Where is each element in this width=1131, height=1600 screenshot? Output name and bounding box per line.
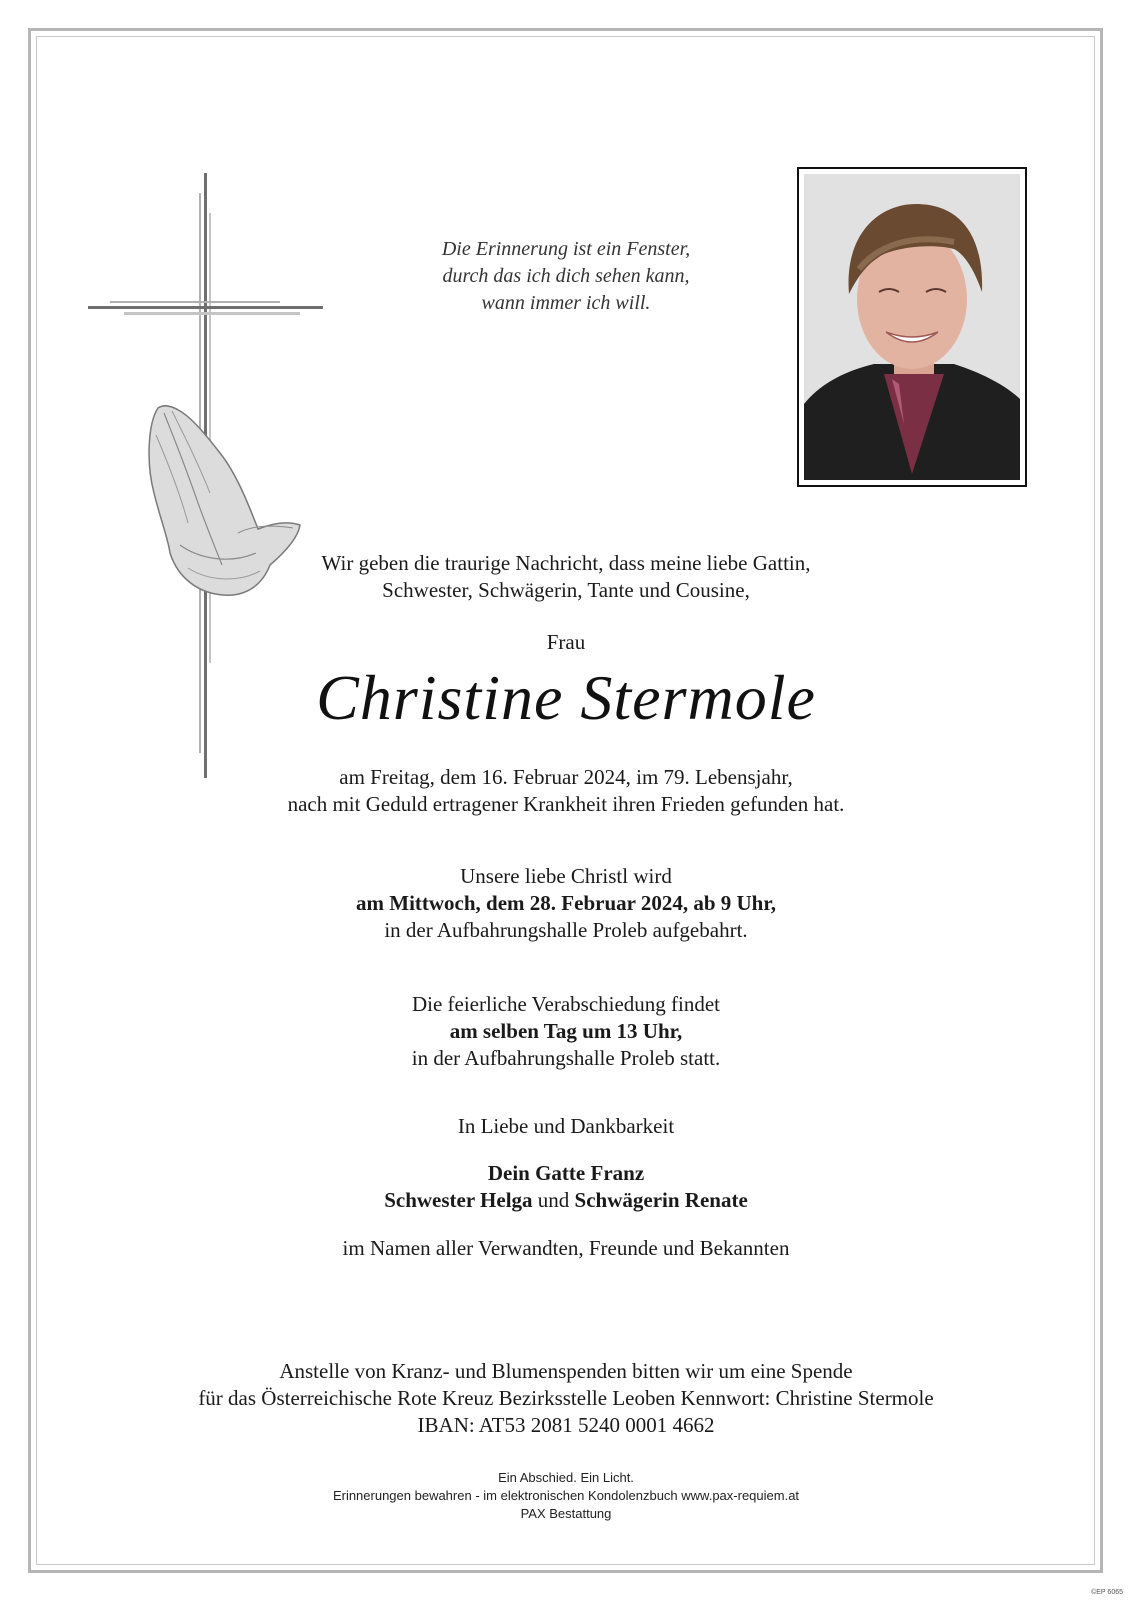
- on-behalf-line: im Namen aller Verwandten, Freunde und Bekannten: [342, 1236, 790, 1260]
- donation-line: Anstelle von Kranz- und Blumenspenden bitten wir um eine Spende: [279, 1359, 853, 1383]
- intro-line: Wir geben die traurige Nachricht, dass meine liebe Gattin,: [321, 551, 811, 575]
- farewell-line: Die feierliche Verabschiedung findet: [411, 992, 721, 1016]
- viewing-line: Unsere liebe Christl wird: [460, 864, 672, 888]
- farewell-time: am selben Tag um 13 Uhr,: [449, 1019, 683, 1043]
- mourner-sister: Schwester Helga: [384, 1188, 533, 1212]
- viewing-location: in der Aufbahrungshalle Proleb aufgebahrt.: [384, 918, 748, 942]
- quote-line: durch das ich dich sehen kann,: [442, 265, 690, 287]
- mourner-line-2: [200, 1187, 932, 1214]
- footer-condolence-link: Erinnerungen bewahren - im elektronischen Kondolenzbuch www.pax-requiem.at: [332, 1488, 800, 1503]
- footer: [200, 1469, 932, 1523]
- footer-company: PAX Bestattung: [520, 1506, 612, 1521]
- death-details: [200, 764, 932, 818]
- farewell-info: [200, 991, 932, 1072]
- portrait-photo-frame: [797, 167, 1027, 487]
- intro-line: Schwester, Schwägerin, Tante und Cousine,: [382, 578, 750, 602]
- mourners: [200, 1160, 932, 1214]
- quote-line: Die Erinnerung ist ein Fenster,: [441, 238, 691, 260]
- deceased-name: Christine Stermole: [316, 662, 816, 733]
- viewing-info: [200, 863, 932, 944]
- mourner-sister-in-law: Schwägerin Renate: [574, 1188, 748, 1212]
- death-line: am Freitag, dem 16. Februar 2024, im 79. Lebensjahr,: [339, 765, 793, 789]
- mourner-conjunction: und: [532, 1188, 575, 1212]
- gratitude-line: In Liebe und Dankbarkeit: [457, 1114, 675, 1138]
- farewell-location: in der Aufbahrungshalle Proleb statt.: [411, 1046, 721, 1070]
- viewing-date: am Mittwoch, dem 28. Februar 2024, ab 9 Uhr,: [356, 891, 776, 915]
- quote-line: wann immer ich will.: [481, 292, 651, 314]
- donation-request: [140, 1358, 992, 1439]
- donation-line: für das Österreichische Rote Kreuz Bezirksstelle Leoben Kennwort: Christine Stermole: [198, 1386, 934, 1410]
- footer-slogan: Ein Abschied. Ein Licht.: [498, 1470, 634, 1485]
- memorial-quote: [262, 236, 870, 317]
- announcement-intro: [262, 550, 870, 604]
- death-line: nach mit Geduld ertragener Krankheit ihren Frieden gefunden hat.: [287, 792, 845, 816]
- mourner-husband: Dein Gatte Franz: [487, 1161, 645, 1185]
- portrait-photo: [804, 174, 1020, 480]
- honorific: Frau: [546, 630, 586, 654]
- corner-mark: ©EP 6065: [1091, 1589, 1123, 1596]
- donation-iban: IBAN: AT53 2081 5240 0001 4662: [417, 1413, 715, 1437]
